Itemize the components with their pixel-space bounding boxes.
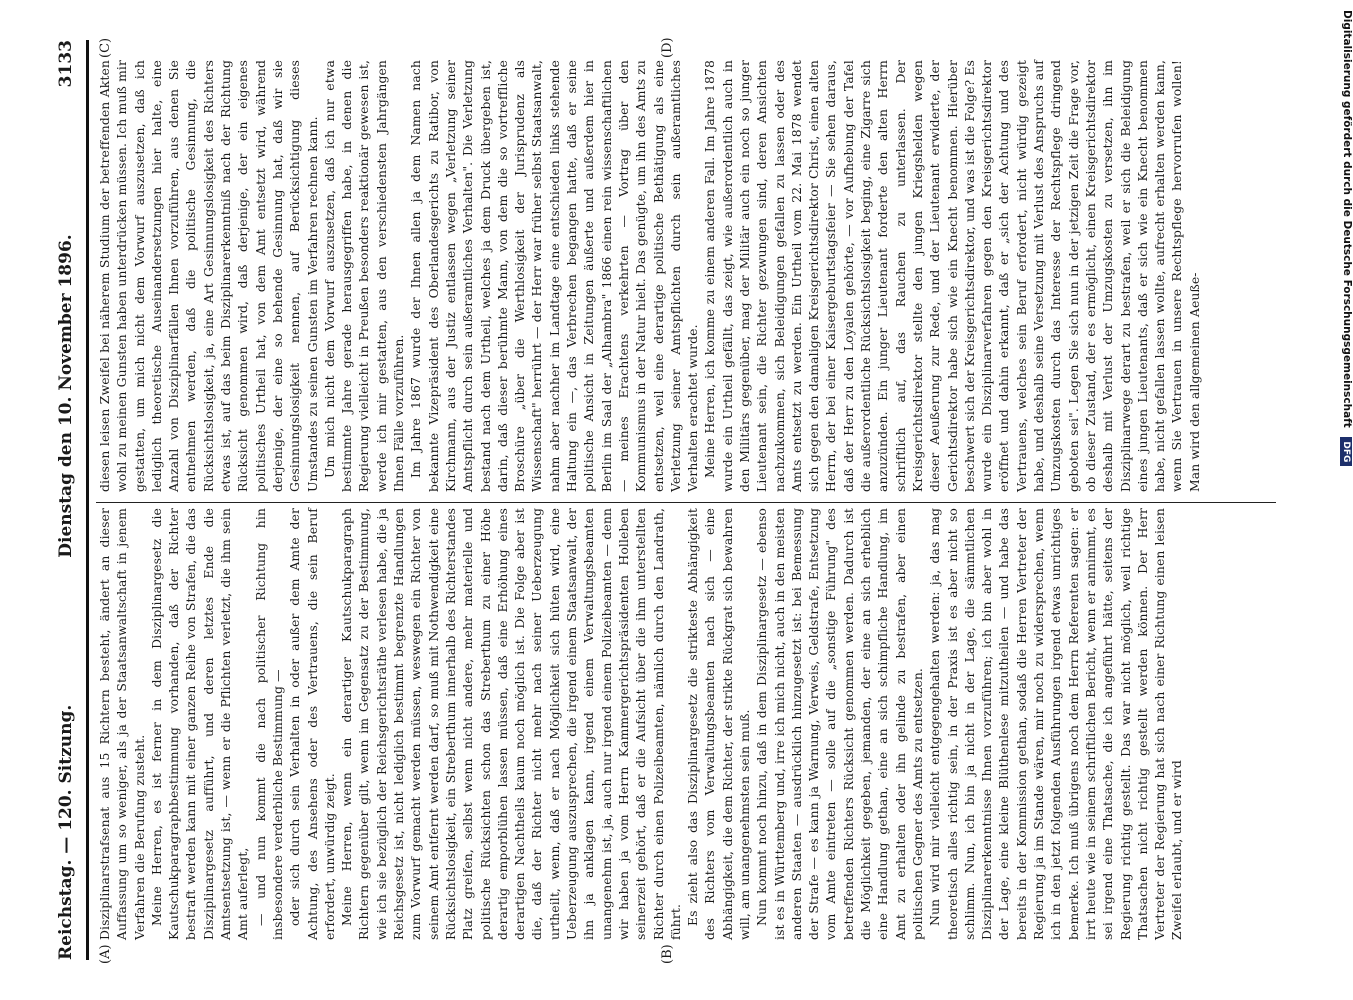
paragraph: diesen leisen Zweifel bei näherem Studium der betreffenden Akten wohl zu meinen Gunsten haben unterdrücken müssen. Ich muß mir gestatten, um mich nicht dem Vorwurf auszusetzen, daß ich lediglich theoretische Auseinandersetzungen hier halte, eine Anzahl von Disziplinarfällen Ihnen vorzuführen, aus denen Sie entnehmen werden, daß die politische Gesinnung, die Rücksichtslosigkeit, ja, eine Art Gesinnungslosigkeit des Richters etwas ist, auf das beim Disziplinarerkenntniß nach der Richtung Rücksicht genommen wird, daß derjenige, der ein eigenes politisches Urtheil hat, von dem Amt entsetzt wird, während derjenige, der eine so behende Gesinnung hat, daß wir sie Gesinnungslosigkeit nennen, auf Berücksichtigung dieses Umstandes zu seinen Gunsten im Verfahren rechnen kann. xyxy=(97,60,320,492)
running-head xyxy=(52,40,76,960)
paragraph: Im Jahre 1867 wurde der Ihnen allen ja dem Namen nach bekannte Vizepräsident des Oberlandesgerichts zu Ratibor, von Kirchmann, aus der Justiz entlassen wegen „Verletzung seiner Amtspflicht durch sein außeramtliches Verhalten". Die Verletzung bestand nach dem Urtheil, welches ja dem Druck übergeben ist, darin, daß dieser berühmte Mann, von dem die so vortreffliche Broschüre „über die Werthlosigkeit der Jurisprudenz als Wissenschaft" herrührt — der Herr war früher selbst Staatsanwalt, nahm aber nachher im Landtage eine entschieden links stehende Haltung ein —, das Verbrechen begangen hatte, daß er seine politische Ansicht in Zeitungen äußerte und außerdem hier in Berlin im Saal der „Alhambra" 1866 einen rein wissenschaftlichen — meines Erachtens verkehrten — Vortrag über den Kommunismus in der Natur hielt. Das genügte, um ihn des Amts zu entsetzen, weil eine derartige politische Bethätigung als eine Verletzung seiner Amtspflichten durch sein außeramtliches Verhalten erachtet wurde. xyxy=(408,60,701,492)
funding-credit: Digitalisierung gefördert durch die Deutsche Forschungsgemeinschaft xyxy=(1341,10,1353,428)
paragraph: Meine Herren, ich komme zu einem anderen Fall. Im Jahre 1878 wurde ein Urtheil gefällt, das zeigt, wie außerordentlich auch in den Militärs gegenüber, mag der Militär auch ein noch so junger Lieutenant sein, die Richter gezwungen sind, deren Ansichten nachzukommen, sich Beleidigungen gefallen zu lassen oder des Amts entsetzt zu werden. Ein Urtheil vom 22. Mai 1878 wendet sich gegen den damaligen Kreisgerichtsdirektor Christ, einen alten Herrn, der bei einer Kaisergeburtstagsfeier — Sie sehen daraus, daß der Herr zu den Loyalen gehörte, — vor Aufhebung der Tafel die außerordentliche Rücksichtslosigkeit beging, eine Zigarre sich anzuzünden. Ein junger Lieutenant forderte den alten Herrn schriftlich auf, das Rauchen zu unterlassen. Der Kreisgerichtsdirektor stellte den jungen Kriegshelden wegen dieser Aeußerung zur Rede, und der Lieutenant erwiderte, der Gerichtsdirektor habe sich wie ein Knecht benommen. Hierüber beschwert sich der Kreisgerichtsdirektor, und was ist die Folge? Es wurde ein Disziplinarverfahren gegen den Kreisgerichtsdirektor eröffnet und dahin erkannt, daß er „sich der Achtung und des Vertrauens, welches sein Beruf erfordert, nicht würdig gezeigt habe, und deshalb seine Versetzung mit Verlust des Anspruchs auf Umzugskosten durch das Interesse der Rechtspflege dringend geboten sei". Legen Sie sich nun in der jetzigen Zeit die Frage vor, ob dieser Zustand, der es ermöglicht, einen Kreisgerichtsdirektor deshalb mit Verlust der Umzugskosten zu versetzen, ihn im Disziplinarwege derart zu bestrafen, weil er sich die Beleidigung eines jungen Lieutenants, daß er sich wie ein Knecht benommen habe, nicht gefallen lassen wollte, aufrecht erhalten werden kann, wenn Sie Vertrauen in unsere Rechtspflege hervorrufen wollen! Man wird den allgemeinen Aeuße- xyxy=(702,60,1202,492)
paragraph: oder sich durch sein Verhalten in oder außer dem Amte der Achtung, des Ansehens oder des Vertrauens, die sein Beruf erfordert, unwürdig zeigt. xyxy=(287,508,337,940)
margin-marker-c: (C) xyxy=(98,37,113,58)
column-divider xyxy=(96,502,1276,503)
paragraph: Nun wird mir vielleicht entgegengehalten werden: ja, das mag theoretisch alles richtig sein, in der Praxis ist es aber nicht so schlimm. Nun, ich bin ja nicht in der Lage, die sämmtlichen Disziplinarerkenntnisse Ihnen vorzuführen; ich bin aber wohl in der Lage, eine kleine Blüthenlese mitzutheilen — und habe das bereits in der Kommission gethan, sodaß die Herren Vertreter der Regierung ja im Stande wären, mir noch zu widersprechen, wenn ich in den jetzt folgenden Ausführungen irgend etwas unrichtiges bemerke. Ich muß übrigens noch dem Herrn Referenten sagen: er irrt heute wie in seinem schriftlichen Bericht, wenn er annimmt, es sei irgend eine Thatsache, die ich angeführt hätte, seitens der Regierung richtig gestellt. Das war nicht möglich, weil richtige Thatsachen nicht richtig gestellt werden können. Der Herr Vertreter der Regierung hat sich nach einer Richtung einen leisen Zweifel erlaubt, und er wird xyxy=(927,508,1185,940)
header-rule xyxy=(86,40,89,960)
page-number: 3133 xyxy=(56,40,76,88)
header-left: Reichstag. — 120. Sitzung. xyxy=(56,704,76,960)
text-column-left xyxy=(96,508,1186,940)
paragraph: Um mich nicht dem Vorwurf auszusetzen, daß ich nur etwa bestimmte Jahre gerade herausgegriffen habe, in denen die Regierung vielleicht in Preußen besonders reaktionär gewesen ist, werde ich mir gestatten, aus den verschiedensten Jahrgängen Ihnen Fälle vorzuführen. xyxy=(321,60,407,492)
paragraph: Meine Herren, wenn ein derartiger Kautschukparagraph Richtern gegenüber gilt, wenn im Gegensatz zu der Bestimmung, wie ich sie bezüglich der Reichsgerichtsräthe verlesen habe, die ja Reichsgesetz ist, nicht lediglich bestimmt begrenzte Handlungen zum Vorwurf gemacht werden müssen, weswegen ein Richter von seinem Amt entfernt werden darf, so muß mit Nothwendigkeit eine Rücksichtslosigkeit, ein Streberthum innerhalb des Richterstandes Platz greifen, selbst wenn nicht andere, mehr materielle und politische Rücksichten schon das Streberthum zu einer Höhe derartig emporblühen lassen müssen, daß eine Erhöhung eines derartigen Nachtheils kaum noch möglich ist. Die Folge aber ist die, daß der Richter nicht mehr nach seiner Ueberzeugung urtheilt, wenn, daß er nach Möglichkeit sich hüten wird, eine Ueberzeugung auszusprechen, die irgend einem Staatsanwalt, der ihn ja anklagen kann, irgend einem Verwaltungsbeamten unangenehm ist, ja, auch nur irgend einem Polizeibeamten — denn wir haben ja vom Herrn Kammergerichtspräsidenten Holleben seinerzeit gehört, daß er die Aufsicht über die ihm unterstellten Richter durch einen Polizeibeamten, nämlich durch den Landrath, führt. xyxy=(339,508,683,940)
paragraph: Disziplinarstrafsenat aus 15 Richtern besteht, ändert an dieser Auffassung um so weniger, als ja der Staatsanwaltschaft in jenem Verfahren die Berufung zusteht. xyxy=(97,508,147,940)
paragraph: — und nun kommt die nach politischer Richtung hin insbesondere verderbliche Bestimmung — xyxy=(252,508,285,940)
paragraph: Es zieht also das Disziplinargesetz die strikteste Abhängigkeit des Richters vom Verwaltungsbeamten nach sich — eine Abhängigkeit, die dem Richter, der strikte Rückgrat sich bewahren will, am unangenehmsten sein muß. xyxy=(685,508,752,940)
text-column-right xyxy=(96,60,1203,492)
margin-marker-a: (A) xyxy=(98,944,113,964)
margin-marker-b: (B) xyxy=(660,944,675,964)
dfg-logo: DFG xyxy=(1340,437,1352,466)
paragraph: Nun kommt noch hinzu, daß in dem Disziplinargesetz — ebenso ist es in Württemberg und, irre ich mich nicht, auch in den meisten anderen Staaten — ausdrücklich hinzugesetzt ist: bei Bemessung der Strafe — es kann ja Warnung, Verweis, Geldstrafe, Entsetzung vom Amte eintreten — solle auf die „sonstige Führung" des betreffenden Richters Rücksicht genommen werden. Dadurch ist die Möglichkeit gegeben, jemanden, der eine an sich erheblich eine Handlung gethan, eine an sich schimpfliche Handlung, im Amt zu erhalten oder ihn gelinde zu bestrafen, aber einen politischen Gegner des Amts zu entsetzen. xyxy=(754,508,925,940)
paragraph: Meine Herren, es ist ferner in dem Disziplinargesetz die Kautschukparagraphbestimmung vorhanden, daß der Richter bestraft werden kann mit einer ganzen Reihe von Strafen, die das Disziplinargesetz aufführt, und deren letztes Ende die Amtsentsetzung ist, — wenn er die Pflichten verletzt, die ihm sein Amt auferlegt, xyxy=(148,508,251,940)
header-date: Dienstag den 10. November 1896. xyxy=(56,234,76,558)
margin-marker-d: (D) xyxy=(660,37,675,58)
digitization-note xyxy=(1333,10,1353,670)
